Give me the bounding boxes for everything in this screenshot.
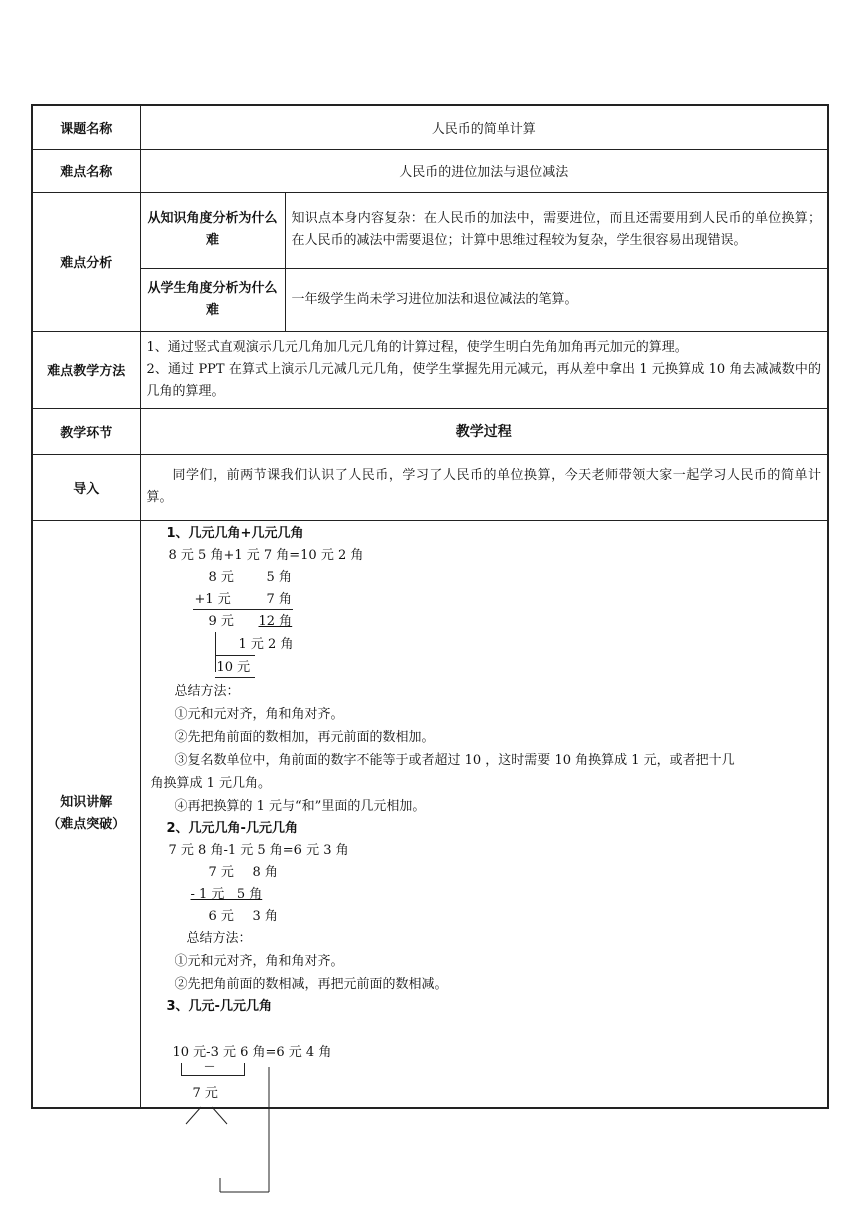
s2-col-jiao-3: 3 角 — [252, 908, 278, 924]
s1-col-jiao-1: 5 角 — [266, 569, 292, 585]
row-method — [32, 331, 828, 408]
s1-carry-bracket-h — [215, 655, 255, 656]
s2-summary: 总结方法： — [186, 930, 252, 946]
row-knowledge — [32, 520, 828, 1108]
method-line-2: 2、通过 PPT 在算式上演示几元减几元几角，使学生掌握先用元减元，再从差中拿出 1 元换算成 10 角去减减数中的几角的算理。 — [146, 361, 821, 399]
section-1-title: 1、几元几角+几元几角 — [166, 525, 304, 541]
s3-bracket-left — [181, 1063, 182, 1075]
section-2-title: 2、几元几角-几元几角 — [166, 820, 298, 836]
row-analysis-knowledge — [32, 192, 828, 268]
knowledge-angle-text: 知识点本身内容复杂：在人民币的加法中，需要进位，而且还需要用到人民币的单位换算；在人民币的减法中需要退位；计算中思维过程较为复杂，学生很容易出现错误。 — [285, 192, 828, 268]
s1-summary: 总结方法： — [174, 683, 240, 699]
s3-minus-sign: — — [204, 1060, 215, 1072]
s2-col-jiao-1: 8 角 — [252, 864, 278, 880]
s1-point-4: ④再把换算的 1 元与“和”里面的几元相加。 — [174, 798, 426, 814]
section-1-equation: 8 元 5 角+1 元 7 角=10 元 2 角 — [168, 547, 364, 563]
s2-col-yuan-1: 7 元 — [208, 864, 234, 880]
topic-value: 人民币的简单计算 — [140, 105, 828, 149]
student-angle-label: 从学生角度分析为什么难 — [140, 268, 285, 331]
s1-col-jiao-3: 12 角 — [258, 613, 293, 629]
intro-text: 同学们，前两节课我们认识了人民币，学习了人民币的单位换算，今天老师带领大家一起学习人民币的简单计算。 — [140, 454, 828, 520]
s3-bracket-right — [244, 1063, 245, 1075]
s1-sum-line — [193, 609, 293, 610]
section-3-title: 3、几元-几元几角 — [166, 998, 272, 1014]
topic-label: 课题名称 — [32, 105, 140, 149]
knowledge-label — [32, 520, 140, 1108]
s1-carry-bracket-v — [215, 632, 216, 672]
s3-difference: 7 元 — [192, 1085, 218, 1101]
s1-point-3b: 角换算成 1 元几角。 — [150, 775, 272, 791]
row-analysis-student — [32, 268, 828, 331]
row-topic — [32, 105, 828, 149]
row-intro — [32, 454, 828, 520]
analysis-label: 难点分析 — [32, 192, 140, 331]
s1-col-yuan-1: 8 元 — [208, 569, 234, 585]
row-difficulty — [32, 149, 828, 192]
s1-point-2: ②先把角前面的数相加，再元前面的数相加。 — [174, 729, 435, 745]
difficulty-value: 人民币的进位加法与退位减法 — [140, 149, 828, 192]
knowledge-angle-label: 从知识角度分析为什么难 — [140, 192, 285, 268]
lesson-plan-table — [31, 104, 829, 1109]
s3-split-right — [212, 1107, 227, 1124]
s1-point-1: ①元和元对齐，角和角对齐。 — [174, 706, 344, 722]
s2-subtrahend: - 1 元 5 角 — [190, 886, 263, 902]
s1-carry-value: 1 元 2 角 — [238, 636, 294, 652]
s1-result-yuan: 10 元 — [216, 659, 251, 675]
lesson-plan-sheet — [31, 104, 829, 1109]
s1-col-jiao-2: 7 角 — [266, 591, 292, 607]
s1-result-line — [215, 677, 255, 678]
method-text — [140, 331, 828, 408]
method-label: 难点教学方法 — [32, 331, 140, 408]
intro-label: 导入 — [32, 454, 140, 520]
student-angle-text: 一年级学生尚未学习进位加法和退位减法的笔算。 — [285, 268, 828, 331]
method-line-1: 1、通过竖式直观演示几元几角加几元几角的计算过程，使学生明白先角加角再元加元的算理。 — [146, 339, 688, 355]
s2-point-2: ②先把角前面的数相减，再把元前面的数相减。 — [174, 976, 448, 992]
section-3-equation: 10 元-3 元 6 角=6 元 4 角 — [172, 1044, 332, 1060]
knowledge-label-main: 知识讲解 — [60, 794, 113, 810]
knowledge-label-sub: （难点突破） — [47, 816, 126, 832]
s1-col-yuan-3: 9 元 — [208, 613, 234, 629]
difficulty-label: 难点名称 — [32, 149, 140, 192]
knowledge-body — [140, 520, 828, 1108]
stage-label: 教学环节 — [32, 408, 140, 454]
row-stage — [32, 408, 828, 454]
s3-split-left — [186, 1107, 201, 1124]
section-2-equation: 7 元 8 角-1 元 5 角=6 元 3 角 — [168, 842, 349, 858]
stage-value: 教学过程 — [140, 408, 828, 454]
s1-col-yuan-2: +1 元 — [194, 591, 231, 607]
s2-col-yuan-3: 6 元 — [208, 908, 234, 924]
s1-point-3a: ③复名数单位中，角前面的数字不能等于或者超过 10 ，这时需要 10 角换算成 1 元，或者把十几 — [174, 752, 735, 768]
s2-point-1: ①元和元对齐，角和角对齐。 — [174, 953, 344, 969]
